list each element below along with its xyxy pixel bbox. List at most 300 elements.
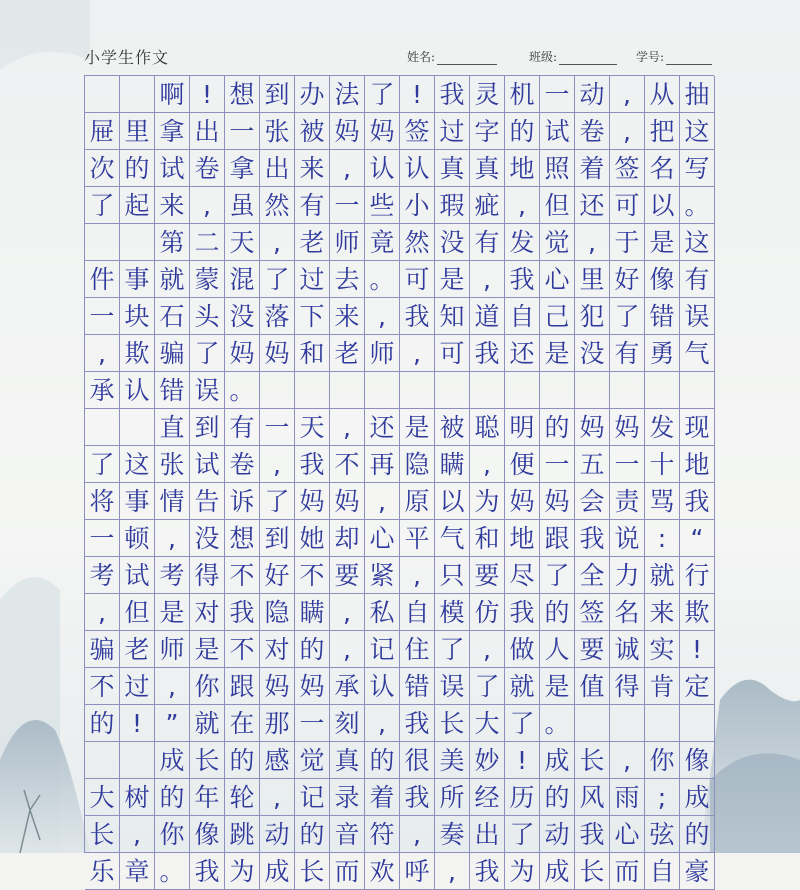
grid-cell: 还 — [365, 409, 400, 446]
grid-cell: 虽 — [225, 187, 260, 224]
grid-cell: 的 — [680, 816, 715, 853]
grid-cell: 模 — [435, 594, 470, 631]
grid-cell: 尽 — [505, 557, 540, 594]
grid-cell: 我 — [225, 594, 260, 631]
grid-cell: 去 — [330, 261, 365, 298]
grid-cell: 了 — [85, 187, 120, 224]
grid-cell — [260, 372, 295, 409]
grid-cell: 小 — [400, 187, 435, 224]
grid-cell: 所 — [435, 779, 470, 816]
grid-cell: 了 — [365, 76, 400, 113]
grid-cell — [85, 409, 120, 446]
grid-cell: 轮 — [225, 779, 260, 816]
grid-cell: 气 — [435, 520, 470, 557]
grid-cell: 很 — [400, 742, 435, 779]
grid-cell: , — [365, 298, 400, 335]
grid-cell: 长 — [295, 853, 330, 890]
grid-cell: 办 — [295, 76, 330, 113]
grid-cell: 认 — [120, 372, 155, 409]
grid-cell: , — [330, 631, 365, 668]
grid-cell: 考 — [155, 557, 190, 594]
grid-cell: 妈 — [225, 335, 260, 372]
grid-cell: 的 — [365, 742, 400, 779]
grid-cell: 妈 — [260, 668, 295, 705]
grid-cell: 不 — [330, 446, 365, 483]
grid-cell: 老 — [295, 224, 330, 261]
grid-cell: 得 — [610, 668, 645, 705]
grid-cell: 还 — [505, 335, 540, 372]
grid-cell: 诉 — [225, 483, 260, 520]
grid-cell: 妈 — [260, 335, 295, 372]
grid-cell: 力 — [610, 557, 645, 594]
grid-cell: 成 — [540, 853, 575, 890]
grid-cell: 第 — [155, 224, 190, 261]
grid-cell: 签 — [400, 113, 435, 150]
grid-cell: 过 — [120, 668, 155, 705]
grid-cell: 老 — [120, 631, 155, 668]
grid-cell: 但 — [540, 187, 575, 224]
grid-cell: 的 — [155, 779, 190, 816]
grid-cell: , — [330, 594, 365, 631]
grid-cell: 起 — [120, 187, 155, 224]
grid-cell: 你 — [190, 668, 225, 705]
grid-cell: 地 — [680, 446, 715, 483]
grid-cell: 瞒 — [295, 594, 330, 631]
grid-cell: 有 — [470, 224, 505, 261]
grid-cell: 过 — [435, 113, 470, 150]
grid-cell: 是 — [645, 224, 680, 261]
grid-cell: 有 — [610, 335, 645, 372]
grid-cell: 一 — [610, 446, 645, 483]
grid-cell: 犯 — [575, 298, 610, 335]
grid-cell: 会 — [575, 483, 610, 520]
grid-cell: 了 — [610, 298, 645, 335]
grid-cell: 疵 — [470, 187, 505, 224]
grid-cell — [85, 224, 120, 261]
grid-cell: 只 — [435, 557, 470, 594]
grid-cell: 发 — [645, 409, 680, 446]
grid-cell — [120, 76, 155, 113]
grid-cell: : — [645, 520, 680, 557]
grid-cell: 妈 — [505, 483, 540, 520]
grid-cell: 名 — [610, 594, 645, 631]
grid-cell: 错 — [400, 668, 435, 705]
grid-cell: 要 — [470, 557, 505, 594]
grid-cell: 认 — [365, 150, 400, 187]
grid-cell: 隐 — [260, 594, 295, 631]
grid-cell: 气 — [680, 335, 715, 372]
grid-cell: 不 — [85, 668, 120, 705]
class-blank[interactable] — [559, 50, 617, 65]
grid-cell: 然 — [260, 187, 295, 224]
grid-cell: 没 — [435, 224, 470, 261]
grid-cell: 你 — [645, 742, 680, 779]
grid-cell: 而 — [330, 853, 365, 890]
grid-cell: 妈 — [330, 113, 365, 150]
grid-cell: 老 — [330, 335, 365, 372]
grid-cell: , — [505, 187, 540, 224]
grid-cell: 一 — [540, 76, 575, 113]
grid-cell: 自 — [505, 298, 540, 335]
grid-cell: 心 — [610, 816, 645, 853]
grid-cell: 记 — [295, 779, 330, 816]
grid-cell: 签 — [575, 594, 610, 631]
grid-cell: , — [155, 668, 190, 705]
grid-cell: 师 — [155, 631, 190, 668]
grid-cell: 误 — [435, 668, 470, 705]
grid-cell: 的 — [505, 113, 540, 150]
grid-cell: 十 — [645, 446, 680, 483]
grid-cell: , — [120, 816, 155, 853]
grid-cell: 成 — [155, 742, 190, 779]
grid-cell: 记 — [365, 631, 400, 668]
grid-cell: 呼 — [400, 853, 435, 890]
grid-cell: , — [365, 483, 400, 520]
grid-cell: 美 — [435, 742, 470, 779]
grid-cell: , — [85, 335, 120, 372]
grid-cell: 被 — [435, 409, 470, 446]
grid-cell: 我 — [400, 298, 435, 335]
grid-cell — [295, 372, 330, 409]
grid-cell: 我 — [575, 816, 610, 853]
grid-cell: 二 — [190, 224, 225, 261]
grid-cell: 卷 — [190, 150, 225, 187]
grid-cell: 不 — [295, 557, 330, 594]
grid-cell: 次 — [85, 150, 120, 187]
grid-cell: 妈 — [540, 483, 575, 520]
grid-cell: 就 — [505, 668, 540, 705]
grid-cell: 的 — [540, 594, 575, 631]
grid-cell: 了 — [505, 705, 540, 742]
grid-cell: 那 — [260, 705, 295, 742]
grid-cell: 法 — [330, 76, 365, 113]
grid-cell: 有 — [680, 261, 715, 298]
class-label: 班级: — [529, 50, 558, 64]
grid-cell: 不 — [225, 557, 260, 594]
grid-cell: 可 — [610, 187, 645, 224]
grid-cell: 落 — [260, 298, 295, 335]
grid-cell: 大 — [85, 779, 120, 816]
grid-cell: 她 — [295, 520, 330, 557]
grid-cell: 卷 — [575, 113, 610, 150]
grid-cell: 了 — [260, 261, 295, 298]
grid-cell: 卷 — [225, 446, 260, 483]
grid-cell: 为 — [470, 483, 505, 520]
grid-cell: ” — [155, 705, 190, 742]
grid-cell: 便 — [505, 446, 540, 483]
grid-cell: 师 — [330, 224, 365, 261]
grid-cell: , — [190, 187, 225, 224]
grid-cell: 试 — [540, 113, 575, 150]
grid-cell: 成 — [540, 742, 575, 779]
grid-cell: 是 — [540, 335, 575, 372]
grid-cell: 了 — [85, 446, 120, 483]
grid-cell: 现 — [680, 409, 715, 446]
grid-cell: 的 — [85, 705, 120, 742]
grid-cell: 值 — [575, 668, 610, 705]
grid-cell: , — [400, 557, 435, 594]
grid-cell: 我 — [190, 853, 225, 890]
grid-cell — [645, 705, 680, 742]
grid-cell: 签 — [610, 150, 645, 187]
grid-cell: 住 — [400, 631, 435, 668]
grid-cell: 的 — [295, 631, 330, 668]
grid-cell: 出 — [260, 150, 295, 187]
grid-cell: , — [260, 224, 295, 261]
grid-cell: 到 — [260, 76, 295, 113]
grid-cell: 雨 — [610, 779, 645, 816]
grid-cell: 将 — [85, 483, 120, 520]
grid-cell: 妈 — [295, 668, 330, 705]
grid-cell: 认 — [365, 668, 400, 705]
grid-cell: 自 — [645, 853, 680, 890]
grid-cell: 误 — [190, 372, 225, 409]
grid-cell: 想 — [225, 76, 260, 113]
grid-cell: 和 — [470, 520, 505, 557]
grid-cell: 欢 — [365, 853, 400, 890]
grid-cell — [540, 372, 575, 409]
grid-cell: 己 — [540, 298, 575, 335]
grid-cell: 着 — [365, 779, 400, 816]
grid-cell: 没 — [190, 520, 225, 557]
grid-cell: 妈 — [575, 409, 610, 446]
grid-cell: 就 — [155, 261, 190, 298]
grid-cell: 而 — [610, 853, 645, 890]
grid-cell — [365, 372, 400, 409]
grid-cell: 经 — [470, 779, 505, 816]
grid-cell: 这 — [120, 446, 155, 483]
student-id-field[interactable] — [636, 48, 712, 65]
grid-cell: 着 — [575, 150, 610, 187]
grid-cell: 长 — [85, 816, 120, 853]
grid-cell: 名 — [645, 150, 680, 187]
grid-cell: 到 — [260, 520, 295, 557]
grid-cell: 乐 — [85, 853, 120, 890]
grid-cell: 豪 — [680, 853, 715, 890]
grid-cell: ! — [400, 76, 435, 113]
grid-cell: 还 — [575, 187, 610, 224]
grid-cell: 没 — [575, 335, 610, 372]
grid-cell: 我 — [400, 705, 435, 742]
grid-cell — [120, 409, 155, 446]
grid-cell: 承 — [85, 372, 120, 409]
grid-cell: 蒙 — [190, 261, 225, 298]
grid-cell: 。 — [225, 372, 260, 409]
grid-cell: 大 — [470, 705, 505, 742]
grid-cell: 承 — [330, 668, 365, 705]
grid-cell: 和 — [295, 335, 330, 372]
grid-cell: 我 — [470, 335, 505, 372]
grid-cell: 想 — [225, 520, 260, 557]
grid-cell: 定 — [680, 668, 715, 705]
page-title: 小学生作文 — [84, 48, 170, 67]
name-field[interactable] — [407, 48, 497, 65]
grid-cell: 为 — [225, 853, 260, 890]
grid-cell: 情 — [155, 483, 190, 520]
grid-cell: 知 — [435, 298, 470, 335]
grid-cell: 照 — [540, 150, 575, 187]
grid-cell: 我 — [435, 76, 470, 113]
grid-cell: ! — [190, 76, 225, 113]
grid-cell: 做 — [505, 631, 540, 668]
grid-cell: 说 — [610, 520, 645, 557]
grid-cell: 再 — [365, 446, 400, 483]
essay-grid — [84, 75, 714, 886]
name-label: 姓名: — [407, 50, 436, 64]
grid-cell: 符 — [365, 816, 400, 853]
grid-cell: 私 — [365, 594, 400, 631]
grid-cell: 啊 — [155, 76, 190, 113]
grid-cell: 的 — [540, 409, 575, 446]
grid-cell: 好 — [610, 261, 645, 298]
grid-cell: 责 — [610, 483, 645, 520]
grid-cell: 明 — [505, 409, 540, 446]
student-id-label: 学号: — [636, 50, 665, 64]
name-blank[interactable] — [437, 50, 497, 65]
grid-cell — [400, 372, 435, 409]
grid-cell: ; — [645, 779, 680, 816]
grid-cell — [505, 372, 540, 409]
grid-cell — [120, 224, 155, 261]
grid-cell — [610, 705, 645, 742]
grid-cell: 。 — [540, 705, 575, 742]
grid-cell: 成 — [680, 779, 715, 816]
grid-cell: 实 — [645, 631, 680, 668]
grid-cell: 下 — [295, 298, 330, 335]
grid-cell: 的 — [295, 816, 330, 853]
grid-cell: 的 — [540, 779, 575, 816]
grid-cell: 来 — [295, 150, 330, 187]
grid-cell: 来 — [155, 187, 190, 224]
grid-cell: , — [85, 594, 120, 631]
grid-cell: 拿 — [155, 113, 190, 150]
grid-cell — [120, 742, 155, 779]
grid-cell: , — [260, 446, 295, 483]
grid-cell: 是 — [540, 668, 575, 705]
grid-cell: 的 — [225, 742, 260, 779]
grid-cell: 可 — [400, 261, 435, 298]
grid-cell: 有 — [225, 409, 260, 446]
grid-cell: 些 — [365, 187, 400, 224]
grid-cell: 长 — [575, 742, 610, 779]
grid-cell: 诚 — [610, 631, 645, 668]
grid-cell: 这 — [680, 113, 715, 150]
grid-cell: 我 — [505, 261, 540, 298]
grid-cell — [645, 372, 680, 409]
grid-cell: 章 — [120, 853, 155, 890]
grid-cell: 我 — [400, 779, 435, 816]
grid-cell: 对 — [190, 594, 225, 631]
grid-cell: 自 — [400, 594, 435, 631]
student-id-blank[interactable] — [666, 50, 712, 65]
grid-cell: 像 — [190, 816, 225, 853]
grid-cell: 就 — [645, 557, 680, 594]
grid-cell: 把 — [645, 113, 680, 150]
grid-cell: 告 — [190, 483, 225, 520]
grid-cell: 我 — [470, 853, 505, 890]
grid-cell — [575, 372, 610, 409]
grid-cell — [610, 372, 645, 409]
grid-cell: 心 — [365, 520, 400, 557]
grid-cell: 石 — [155, 298, 190, 335]
grid-cell: 一 — [330, 187, 365, 224]
header — [0, 0, 800, 75]
grid-cell: ! — [505, 742, 540, 779]
grid-cell: 张 — [260, 113, 295, 150]
grid-cell: 然 — [400, 224, 435, 261]
grid-cell: 五 — [575, 446, 610, 483]
grid-cell: 长 — [435, 705, 470, 742]
grid-cell: , — [610, 113, 645, 150]
grid-cell: 骗 — [155, 335, 190, 372]
grid-cell: 是 — [435, 261, 470, 298]
grid-cell: 。 — [365, 261, 400, 298]
grid-cell: 在 — [225, 705, 260, 742]
grid-cell: 对 — [260, 631, 295, 668]
grid-cell: 长 — [575, 853, 610, 890]
grid-cell: 瑕 — [435, 187, 470, 224]
grid-cell: , — [365, 705, 400, 742]
grid-cell: 成 — [260, 853, 295, 890]
grid-cell: 年 — [190, 779, 225, 816]
grid-cell: 一 — [295, 705, 330, 742]
grid-cell: , — [400, 816, 435, 853]
class-field[interactable] — [529, 48, 617, 65]
grid-cell: 道 — [470, 298, 505, 335]
grid-cell: 出 — [470, 816, 505, 853]
grid-cell — [680, 705, 715, 742]
grid-cell: 事 — [120, 261, 155, 298]
grid-cell: 错 — [645, 298, 680, 335]
grid-cell: , — [470, 631, 505, 668]
grid-cell: 紧 — [365, 557, 400, 594]
grid-cell: 拿 — [225, 150, 260, 187]
grid-cell: 隐 — [400, 446, 435, 483]
grid-cell: 地 — [505, 150, 540, 187]
grid-cell: 试 — [155, 150, 190, 187]
grid-cell: 瞒 — [435, 446, 470, 483]
grid-cell: 骂 — [645, 483, 680, 520]
grid-cell: 肯 — [645, 668, 680, 705]
grid-cell: 是 — [155, 594, 190, 631]
grid-cell — [680, 372, 715, 409]
grid-cell: 张 — [155, 446, 190, 483]
grid-cell: 了 — [435, 631, 470, 668]
grid-cell: 录 — [330, 779, 365, 816]
grid-cell: 过 — [295, 261, 330, 298]
grid-cell: 刻 — [330, 705, 365, 742]
grid-cell: 像 — [680, 742, 715, 779]
grid-cell: 感 — [260, 742, 295, 779]
grid-cell: “ — [680, 520, 715, 557]
grid-cell: 妈 — [330, 483, 365, 520]
grid-cell: 没 — [225, 298, 260, 335]
grid-cell: 一 — [85, 298, 120, 335]
grid-cell: 师 — [365, 335, 400, 372]
grid-cell: 件 — [85, 261, 120, 298]
grid-cell: 行 — [680, 557, 715, 594]
grid-cell: 欺 — [120, 335, 155, 372]
grid-cell: 跟 — [540, 520, 575, 557]
grid-cell: 混 — [225, 261, 260, 298]
grid-cell: 不 — [225, 631, 260, 668]
grid-cell: 却 — [330, 520, 365, 557]
grid-cell: 真 — [435, 150, 470, 187]
grid-cell: 了 — [190, 335, 225, 372]
grid-cell — [435, 372, 470, 409]
grid-cell: 长 — [190, 742, 225, 779]
grid-cell: 骗 — [85, 631, 120, 668]
